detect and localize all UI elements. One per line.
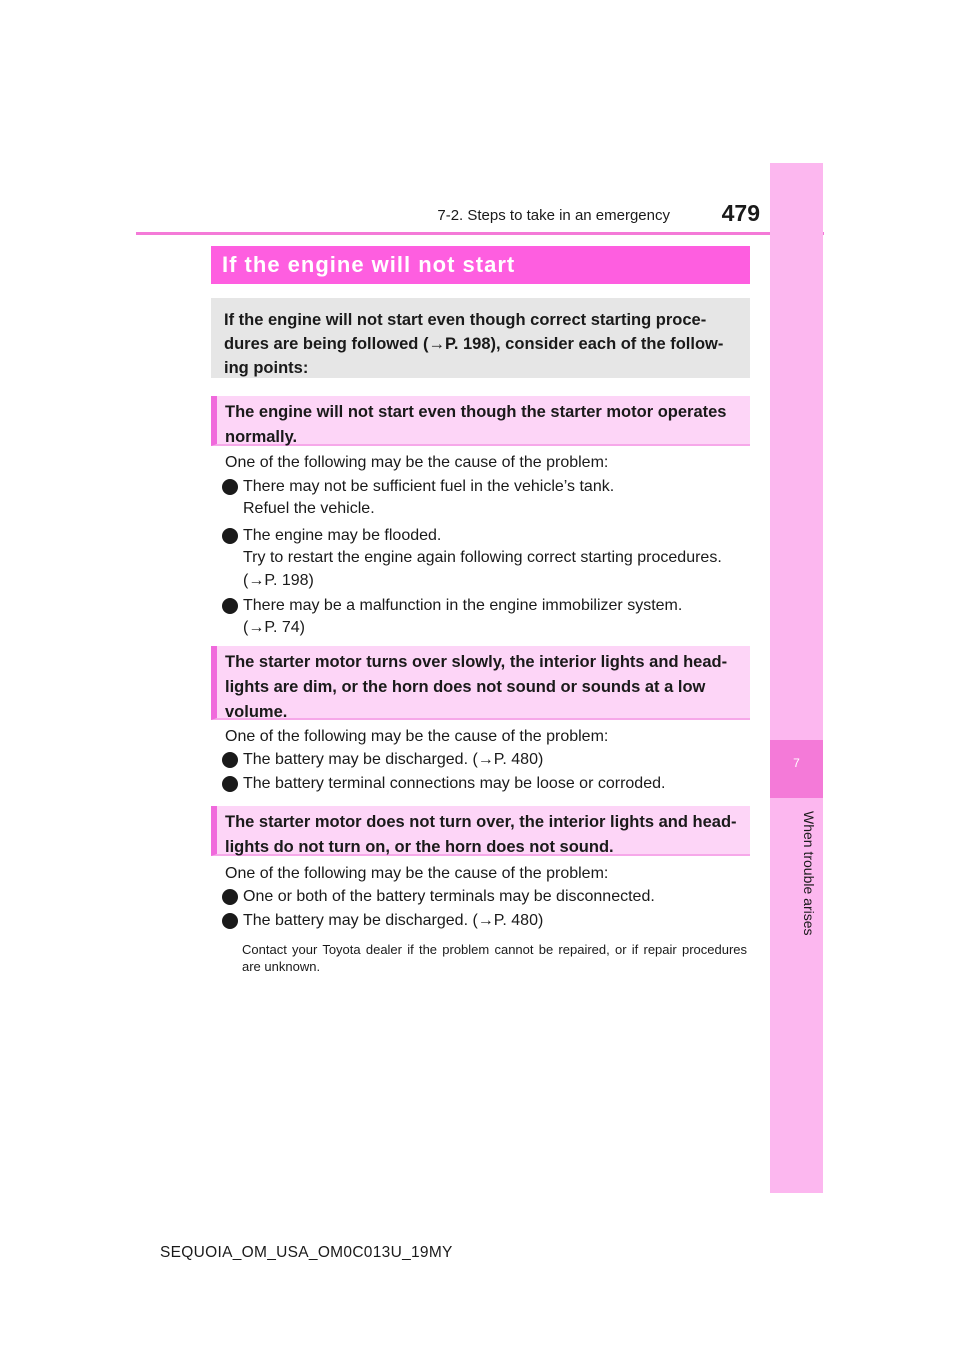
intro-line: ing points:: [224, 359, 309, 377]
list-item: There may be a malfunction in the engine immobilizer system.: [243, 597, 683, 614]
page-reference-link[interactable]: (→P. 74): [243, 619, 305, 636]
subheading-line: The starter motor does not turn over, the interior lights and head-: [225, 813, 737, 831]
bullet-icon: [222, 752, 238, 768]
bullet-icon: [222, 598, 238, 614]
bullet-icon: [222, 889, 238, 905]
cause-lead: One of the following may be the cause of the problem:: [225, 865, 609, 882]
subheading-line: lights are dim, or the horn does not sound or sounds at a low: [225, 678, 706, 696]
list-item: The battery terminal connections may be loose or corroded.: [243, 775, 666, 792]
bullet-icon: [222, 776, 238, 792]
list-item-detail: Try to restart the engine again following correct starting procedures.: [243, 549, 722, 566]
dealer-note: Contact your Toyota dealer if the problem cannot be repaired, or if repair procedures are unknown.: [242, 942, 747, 974]
header-divider: [136, 232, 824, 235]
list-item: The engine may be flooded.: [243, 527, 442, 544]
page-reference-link[interactable]: (→P. 198): [243, 572, 314, 589]
subheading-fuel: [211, 396, 750, 446]
intro-line: If the engine will not start even though correct starting proce-: [224, 311, 707, 329]
list-item: One or both of the battery terminals may be disconnected.: [243, 888, 655, 905]
subheading-no-starter: [211, 806, 750, 856]
bullet-icon: [222, 913, 238, 929]
chapter-number: 7: [793, 756, 800, 770]
subheading-line: normally.: [225, 428, 298, 446]
subheading-line: The engine will not start even though the starter motor operates: [225, 403, 727, 421]
subheading-line: lights do not turn on, or the horn does not sound.: [225, 838, 614, 856]
subheading-slow-starter: [211, 646, 750, 720]
list-item: There may not be sufficient fuel in the vehicle’s tank.: [243, 478, 615, 495]
subheading-line: volume.: [225, 703, 288, 721]
subheading-line: The starter motor turns over slowly, the interior lights and head-: [225, 653, 728, 671]
page-title: If the engine will not start: [211, 246, 750, 284]
chapter-side-tab: [770, 163, 823, 1193]
list-item: The battery may be discharged. (→P. 480): [243, 912, 544, 929]
list-item-detail: Refuel the vehicle.: [243, 500, 375, 517]
bullet-icon: [222, 479, 238, 495]
document-code: SEQUOIA_OM_USA_OM0C013U_19MY: [160, 1244, 453, 1261]
list-item: The battery may be discharged. (→P. 480): [243, 751, 544, 768]
intro-box: [211, 298, 750, 378]
cause-lead: One of the following may be the cause of the problem:: [225, 454, 609, 471]
section-title: 7-2. Steps to take in an emergency: [437, 207, 670, 224]
cause-lead: One of the following may be the cause of the problem:: [225, 728, 609, 745]
intro-line: dures are being followed (→P. 198), consider each of the follow-: [224, 335, 724, 353]
chapter-title: When trouble arises: [801, 810, 817, 936]
bullet-icon: [222, 528, 238, 544]
page-number: 479: [721, 200, 760, 226]
